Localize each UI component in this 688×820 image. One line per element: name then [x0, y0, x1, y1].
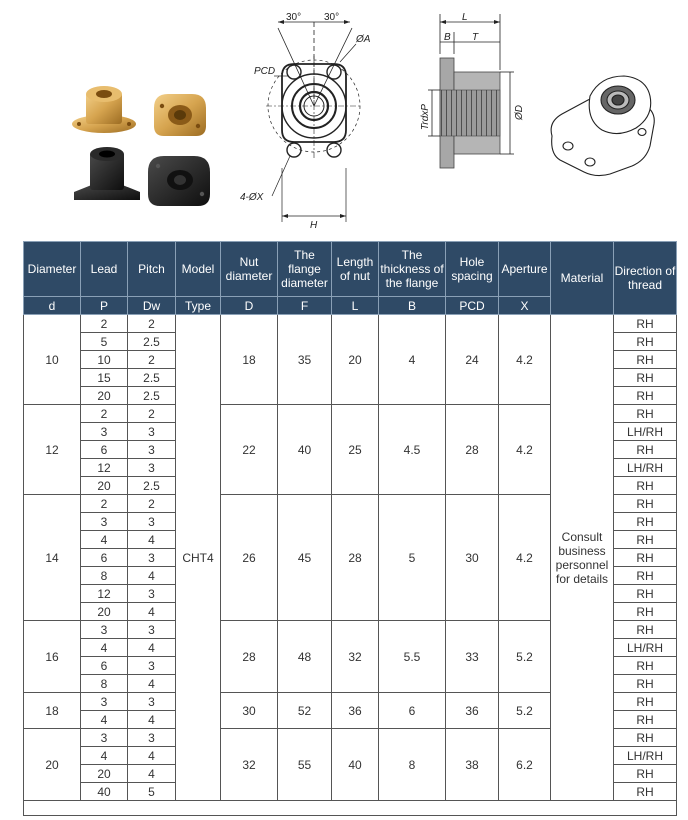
cell-flange-diameter: 45 [278, 495, 332, 621]
header-length-of-nut: Length of nut [332, 242, 379, 297]
cell-aperture: 5.2 [499, 693, 551, 729]
cell-nut-length: 32 [332, 621, 379, 693]
cell-direction: RH [614, 333, 677, 351]
cell-flange-thickness: 5.5 [379, 621, 446, 693]
cell-lead: 3 [81, 513, 128, 531]
cell-flange-thickness: 4 [379, 315, 446, 405]
flange-b-label: B [444, 32, 451, 43]
cell-direction: RH [614, 441, 677, 459]
cell-pitch: 2.5 [128, 333, 176, 351]
cell-nut-diameter: 28 [221, 621, 278, 693]
cell-lead: 20 [81, 387, 128, 405]
cell-flange-thickness: 4.5 [379, 405, 446, 495]
cell-pitch: 4 [128, 675, 176, 693]
cell-flange-diameter: 52 [278, 693, 332, 729]
cell-pitch: 2 [128, 351, 176, 369]
cell-direction: RH [614, 405, 677, 423]
cell-lead: 8 [81, 567, 128, 585]
cell-pitch: 3 [128, 585, 176, 603]
cell-lead: 20 [81, 477, 128, 495]
cell-hole-spacing: 24 [446, 315, 499, 405]
cell-pitch: 2.5 [128, 369, 176, 387]
cell-pitch: 3 [128, 729, 176, 747]
header-symbol-nut-diameter: D [221, 297, 278, 315]
header-symbol-aperture: X [499, 297, 551, 315]
cell-flange-thickness: 5 [379, 495, 446, 621]
cell-pitch: 4 [128, 531, 176, 549]
cell-flange-thickness: 6 [379, 693, 446, 729]
cell-diameter: 14 [24, 495, 81, 621]
side-section-drawing [396, 10, 530, 182]
cell-diameter: 16 [24, 621, 81, 693]
cell-diameter: 10 [24, 315, 81, 405]
header-direction-of-thread: Direction of thread [614, 242, 677, 315]
cell-lead: 15 [81, 369, 128, 387]
cell-direction: RH [614, 693, 677, 711]
cell-nut-length: 20 [332, 315, 379, 405]
cell-nut-diameter: 22 [221, 405, 278, 495]
cell-direction: RH [614, 585, 677, 603]
cell-nut-length: 25 [332, 405, 379, 495]
cell-lead: 12 [81, 585, 128, 603]
cell-hole-spacing: 33 [446, 621, 499, 693]
cell-direction: RH [614, 657, 677, 675]
cell-direction: RH [614, 369, 677, 387]
header-nut-diameter: Nut diameter [221, 242, 278, 297]
header-row-names [24, 242, 677, 297]
cell-nut-length: 40 [332, 729, 379, 801]
width-h-label: H [310, 220, 318, 230]
brass-nut-photo-1 [72, 86, 136, 133]
cell-direction: RH [614, 477, 677, 495]
header-symbol-length-of-nut: L [332, 297, 379, 315]
cell-direction: RH [614, 729, 677, 747]
table-row [24, 315, 677, 333]
black-nut-photo-2 [148, 156, 210, 206]
cell-lead: 12 [81, 459, 128, 477]
product-figures [0, 0, 688, 238]
cell-direction: RH [614, 549, 677, 567]
cell-lead: 6 [81, 657, 128, 675]
cell-pitch: 2.5 [128, 387, 176, 405]
cell-hole-spacing: 36 [446, 693, 499, 729]
header-symbol-model: Type [176, 297, 221, 315]
cell-direction: RH [614, 495, 677, 513]
cell-diameter: 12 [24, 405, 81, 495]
cell-aperture: 4.2 [499, 315, 551, 405]
brass-nut-photo-2 [154, 94, 206, 136]
cell-flange-diameter: 55 [278, 729, 332, 801]
header-symbol-pitch: Dw [128, 297, 176, 315]
cell-nut-diameter: 26 [221, 495, 278, 621]
cell-nut-length: 28 [332, 495, 379, 621]
cell-pitch: 3 [128, 621, 176, 639]
product-photos [70, 82, 220, 218]
cell-direction: RH [614, 387, 677, 405]
cell-lead: 5 [81, 333, 128, 351]
cell-pitch: 2 [128, 405, 176, 423]
cell-direction: RH [614, 675, 677, 693]
front-view-drawing [236, 8, 386, 230]
cell-lead: 10 [81, 351, 128, 369]
table-footer-row [23, 797, 677, 816]
cell-direction: LH/RH [614, 639, 677, 657]
holes-label: 4-ØX [240, 192, 264, 203]
angle-left-label: 30° [286, 12, 302, 23]
cell-aperture: 6.2 [499, 729, 551, 801]
table-body [24, 315, 677, 801]
header-symbol-diameter: d [24, 297, 81, 315]
header-model: Model [176, 242, 221, 297]
cell-pitch: 3 [128, 459, 176, 477]
cell-lead: 4 [81, 531, 128, 549]
cell-lead: 8 [81, 675, 128, 693]
cell-pitch: 3 [128, 657, 176, 675]
cell-pitch: 3 [128, 441, 176, 459]
cell-direction: RH [614, 603, 677, 621]
cell-pitch: 5 [128, 783, 176, 801]
cell-pitch: 2 [128, 315, 176, 333]
header-the-flange-diameter: The flange diameter [278, 242, 332, 297]
cell-direction: LH/RH [614, 423, 677, 441]
cell-lead: 2 [81, 405, 128, 423]
cell-direction: LH/RH [614, 747, 677, 765]
cell-nut-diameter: 30 [221, 693, 278, 729]
cell-lead: 4 [81, 711, 128, 729]
cell-lead: 3 [81, 621, 128, 639]
cell-pitch: 4 [128, 711, 176, 729]
cell-direction: RH [614, 711, 677, 729]
header-pitch: Pitch [128, 242, 176, 297]
cell-diameter: 20 [24, 729, 81, 801]
cell-lead: 2 [81, 315, 128, 333]
cell-lead: 3 [81, 693, 128, 711]
cell-direction: RH [614, 621, 677, 639]
cell-diameter: 18 [24, 693, 81, 729]
cell-lead: 2 [81, 495, 128, 513]
header-aperture: Aperture [499, 242, 551, 297]
isometric-sketch [546, 66, 658, 182]
cell-flange-diameter: 40 [278, 405, 332, 495]
thread-size-label: TrdxP [420, 104, 431, 130]
cell-lead: 4 [81, 639, 128, 657]
header-symbol-the-flange-diameter: F [278, 297, 332, 315]
header-hole-spacing: Hole spacing [446, 242, 499, 297]
cell-lead: 3 [81, 729, 128, 747]
header-lead: Lead [81, 242, 128, 297]
cell-lead: 4 [81, 747, 128, 765]
cell-direction: LH/RH [614, 459, 677, 477]
cell-flange-diameter: 35 [278, 315, 332, 405]
specification-table [23, 241, 677, 801]
thread-t-label: T [472, 32, 479, 43]
cell-direction: RH [614, 531, 677, 549]
cell-pitch: 2 [128, 495, 176, 513]
cell-material: Consult business personnel for details [551, 315, 614, 801]
header-symbol-the-thickness-of-the-flange: B [379, 297, 446, 315]
cell-lead: 20 [81, 603, 128, 621]
cell-direction: RH [614, 315, 677, 333]
cell-hole-spacing: 38 [446, 729, 499, 801]
cell-lead: 3 [81, 423, 128, 441]
cell-pitch: 4 [128, 603, 176, 621]
cell-direction: RH [614, 351, 677, 369]
outer-d-label: ØD [514, 105, 525, 120]
pcd-label: PCD [254, 66, 276, 77]
cell-flange-diameter: 48 [278, 621, 332, 693]
cell-pitch: 3 [128, 513, 176, 531]
black-nut-photo-1 [74, 147, 140, 200]
cell-aperture: 4.2 [499, 495, 551, 621]
cell-lead: 6 [81, 549, 128, 567]
cell-lead: 20 [81, 765, 128, 783]
diameter-a-label: ØA [356, 34, 371, 45]
cell-direction: RH [614, 765, 677, 783]
angle-right-label: 30° [324, 12, 340, 23]
cell-flange-thickness: 8 [379, 729, 446, 801]
cell-nut-length: 36 [332, 693, 379, 729]
header-the-thickness-of-the-flange: The thickness of the flange [379, 242, 446, 297]
cell-pitch: 3 [128, 549, 176, 567]
cell-nut-diameter: 32 [221, 729, 278, 801]
cell-hole-spacing: 30 [446, 495, 499, 621]
cell-pitch: 3 [128, 693, 176, 711]
cell-model: CHT4 [176, 315, 221, 801]
header-material: Material [551, 242, 614, 315]
cell-pitch: 3 [128, 423, 176, 441]
cell-pitch: 4 [128, 639, 176, 657]
cell-aperture: 4.2 [499, 405, 551, 495]
cell-aperture: 5.2 [499, 621, 551, 693]
cell-hole-spacing: 28 [446, 405, 499, 495]
header-symbol-hole-spacing: PCD [446, 297, 499, 315]
cell-direction: RH [614, 783, 677, 801]
cell-pitch: 4 [128, 765, 176, 783]
length-l-label: L [462, 12, 468, 23]
cell-direction: RH [614, 513, 677, 531]
cell-pitch: 4 [128, 567, 176, 585]
cell-pitch: 2.5 [128, 477, 176, 495]
cell-pitch: 4 [128, 747, 176, 765]
header-symbol-lead: P [81, 297, 128, 315]
header-diameter: Diameter [24, 242, 81, 297]
cell-nut-diameter: 18 [221, 315, 278, 405]
cell-direction: RH [614, 567, 677, 585]
cell-lead: 40 [81, 783, 128, 801]
cell-lead: 6 [81, 441, 128, 459]
